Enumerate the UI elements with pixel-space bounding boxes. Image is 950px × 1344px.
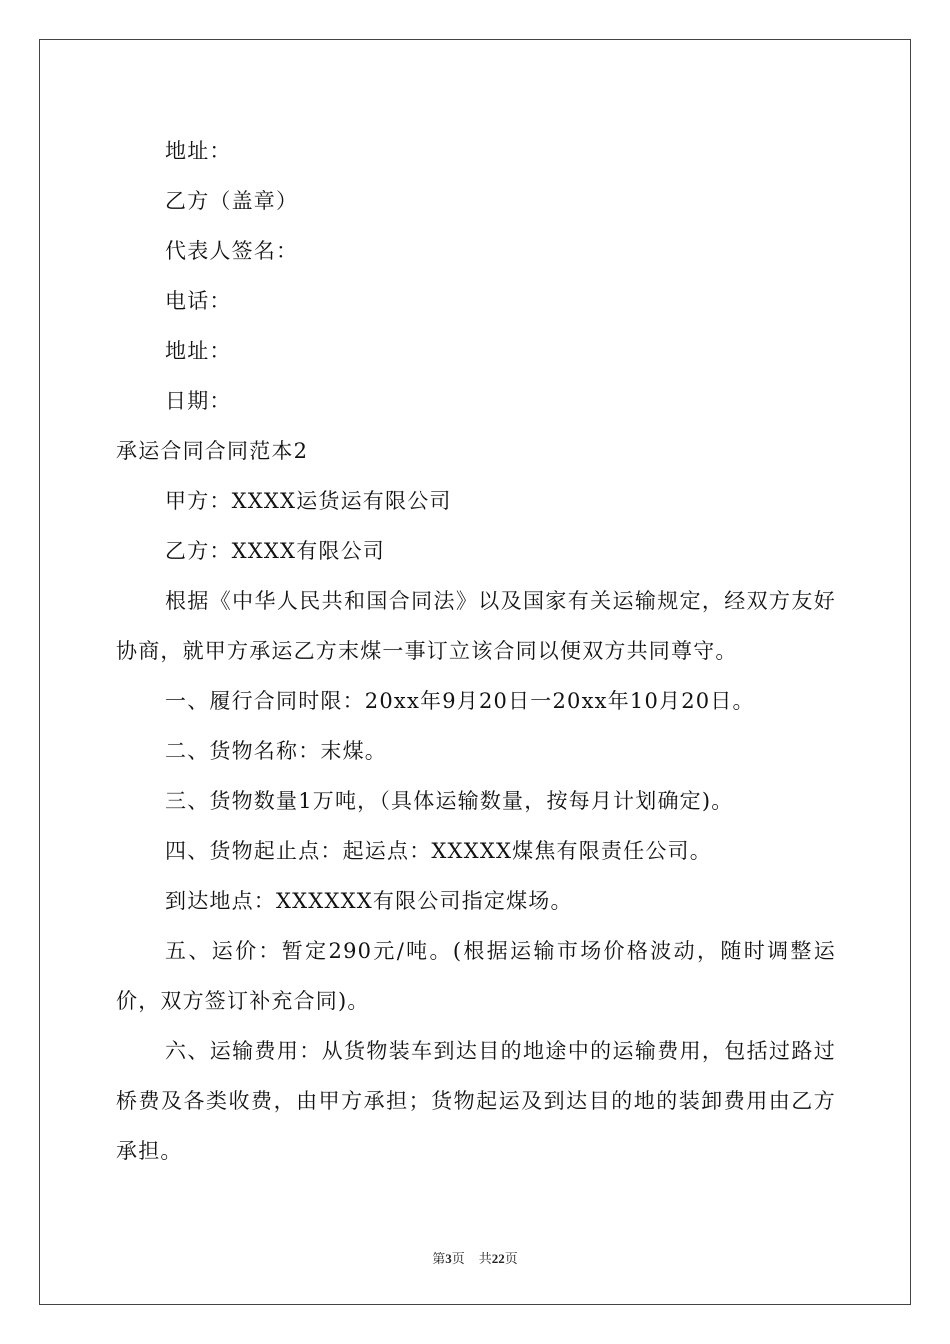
clause-2: 二、货物名称：末煤。 [165,739,387,763]
page-footer [0,1248,950,1267]
total-suffix: 页 [504,1251,518,1266]
page-total: 22 [491,1251,505,1266]
party-a: 甲方：XXXX运货运有限公司 [165,489,452,513]
page-suffix: 页 [451,1251,465,1266]
document-body [116,126,836,1176]
page-prefix: 第 [432,1251,446,1266]
section-title: 承运合同合同范本2 [116,439,309,463]
clause-1: 一、履行合同时限：20xx年9月20日一20xx年10月20日。 [165,689,755,713]
intro-paragraph: 根据《中华人民共和国合同法》以及国家有关运输规定，经双方友好协商，就甲方承运乙方末煤一事订立该合同以便双方共同尊守。 [116,589,836,663]
address-line-2: 地址： [165,339,232,363]
clause-3: 三、货物数量1万吨，（具体运输数量，按每月计划确定)。 [165,789,734,813]
party-b: 乙方：XXXX有限公司 [165,539,386,563]
clause-5: 五、运价：暂定290元/吨。(根据运输市场价格波动，随时调整运价，双方签订补充合同)。 [116,939,836,1013]
party-b-seal-line: 乙方（盖章） [165,189,299,213]
total-prefix: 共 [478,1251,492,1266]
page-current: 3 [445,1251,452,1266]
date-line: 日期： [165,389,232,413]
clause-4-destination: 到达地点：XXXXXX有限公司指定煤场。 [165,889,573,913]
clause-4: 四、货物起止点：起运点：XXXXX煤焦有限责任公司。 [165,839,712,863]
representative-signature-line: 代表人签名： [165,239,299,263]
phone-line: 电话： [165,289,232,313]
clause-6: 六、运输费用：从货物装车到达目的地途中的运输费用，包括过路过桥费及各类收费，由甲方承担；货物起运及到达目的地的装卸费用由乙方承担。 [116,1039,836,1163]
address-line: 地址： [165,139,232,163]
